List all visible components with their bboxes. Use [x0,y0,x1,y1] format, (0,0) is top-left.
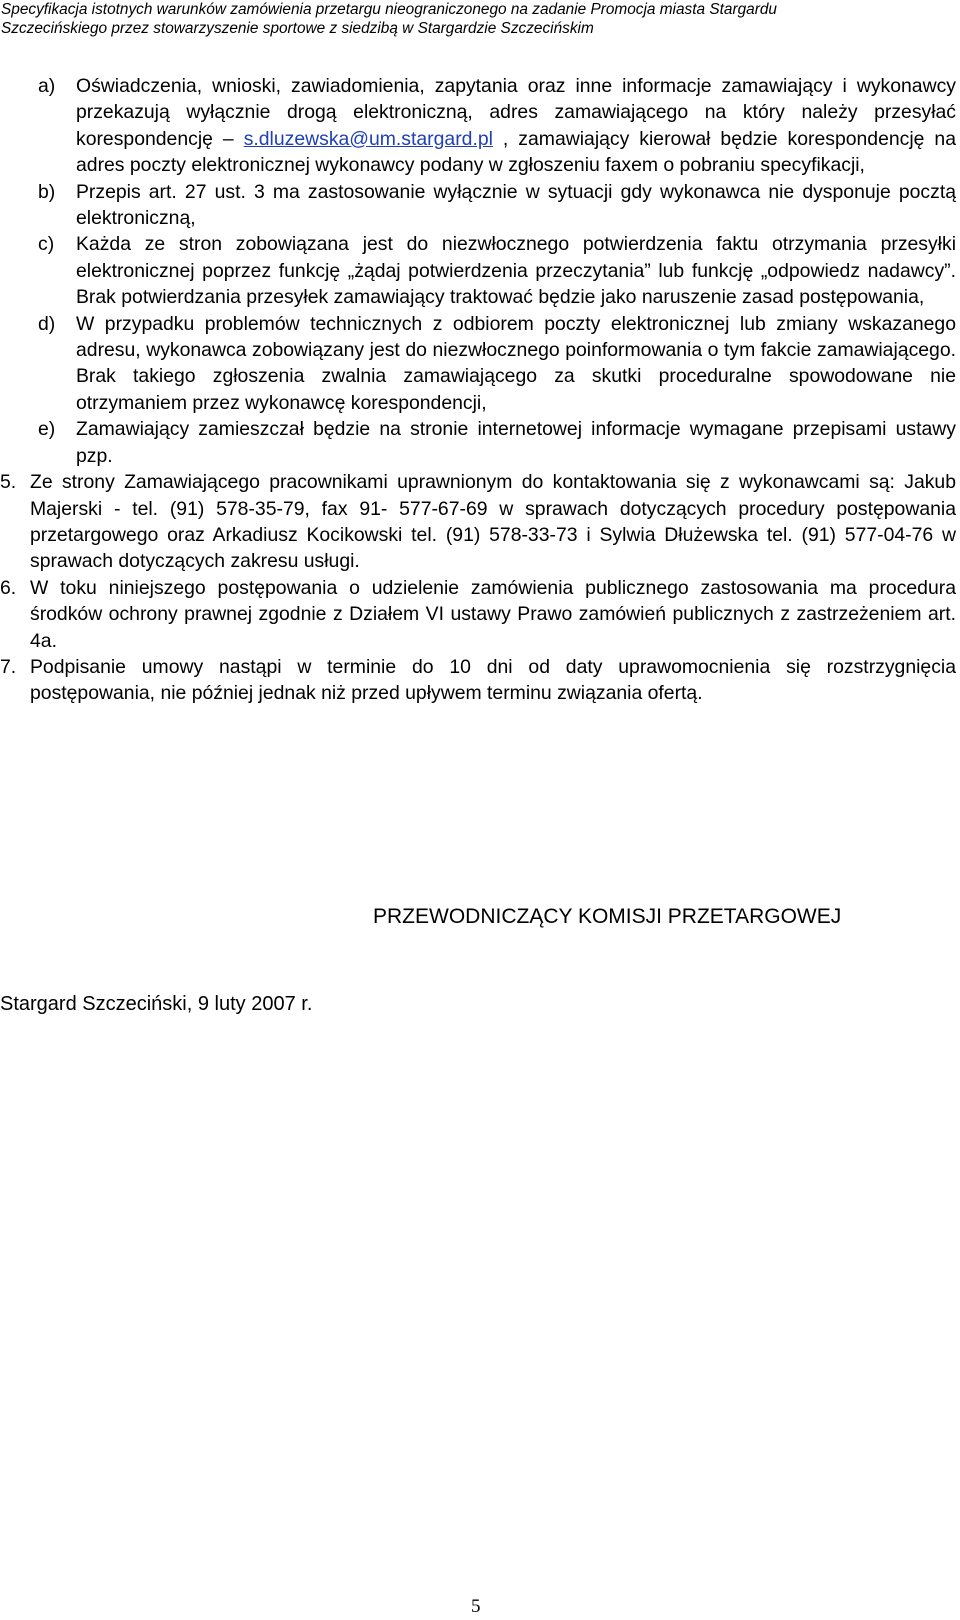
numbered-item-6 [0,575,956,654]
item-text: Każda ze stron zobowiązana jest do niezwłocznego potwierdzenia faktu otrzymania przesyłki elektronicznej poprzez funkcję „żądaj potwierdzenia przeczytania” lub funkcję „odpowiedz nadawcy”. Brak potwierdzania przesyłek zamawiający traktować będzie jako naruszenie zasad postępowania, [76,233,956,309]
list-item-e [0,416,956,469]
item-text: , zamawiający kierował będzie korespondencję na adres poczty elektronicznej wykonawcy podany w zgłoszeniu faxem o pobraniu specyfikacji, [76,127,957,177]
numbered-item-7 [0,654,956,707]
item-text: Oświadczenia, wnioski, zawiadomienia, zapytania oraz inne informacje zamawiający i wykonawcy przekazują wyłącznie drogą elektroniczną, adres zamawiającego na który należy przesyłać korespondencję – [76,75,956,150]
list-marker: 6. [0,576,17,599]
list-marker: 7. [0,655,17,678]
item-text: Podpisanie umowy nastąpi w terminie do 10 dni od daty uprawomocnienia się rozstrzygnięcia postępowania, nie później jednak niż przed upływem terminu związania ofertą. [30,655,956,705]
list-item-b [0,179,956,232]
signature-title: PRZEWODNICZĄCY KOMISJI PRZETARGOWEJ [373,905,842,928]
item-text: Zamawiający zamieszczał będzie na stronie internetowej informacje wymagane przepisami ustawy pzp. [76,418,956,467]
list-item-a [0,73,956,179]
item-text: Przepis art. 27 ust. 3 ma zastosowanie wyłącznie w sytuacji gdy wykonawca nie dysponuje pocztą elektroniczną, [76,180,956,230]
list-item-d [0,311,956,417]
list-marker: c) [38,233,55,256]
list-marker: 5. [0,471,17,494]
item-text: Ze strony Zamawiającego pracownikami uprawnionym do kontaktowania się z wykonawcami są: Jakub Majerski - tel. (91) 578-35-79, fax 91- 577-67-69 w sprawach dotyczących procedury postępowania przetargowego oraz Arkadiusz Kocikowski tel. (91) 578-33-73 i Sylwia Dłużewska tel. (91) 577-04-76 w sprawach dotyczących zakresu usługi. [30,471,956,573]
item-text: W przypadku problemów technicznych z odbiorem poczty elektronicznej lub zmiany wskazanego adresu, wykonawca zobowiązany jest do niezwłocznego poinformowania o tym fakcie zamawiającego. Brak takiego zgłoszenia zwalnia zamawiającego za skutki proceduralne spowodowane nie otrzymaniem przez wykonawcę korespondencji, [76,312,956,414]
list-marker: d) [38,312,56,335]
numbered-item-5 [0,469,956,575]
header-line-1: Specyfikacja istotnych warunków zamówienia przetargu nieograniczonego na zadanie Promocja miasta Stargardu [1,1,777,18]
page-number: 5 [471,1596,481,1617]
document-body [0,73,956,707]
email-link[interactable]: s.dluzewska@um.stargard.pl [243,127,493,150]
header-line-2: Szczecińskiego przez stowarzyszenie sportowe z siedzibą w Stargardzie Szczecińskim [1,20,594,37]
item-text: W toku niniejszego postępowania o udzielenie zamówienia publicznego zastosowania ma procedura środków ochrony prawnej zgodnie z Działem VI ustawy Prawo zamówień publicznych z zastrzeżeniem art. 4a. [30,576,956,652]
place-and-date: Stargard Szczeciński, 9 luty 2007 r. [0,993,313,1015]
list-marker: b) [38,180,56,203]
list-marker: a) [38,75,56,97]
list-item-c [0,231,956,310]
list-marker: e) [38,418,56,441]
running-header [1,0,931,38]
